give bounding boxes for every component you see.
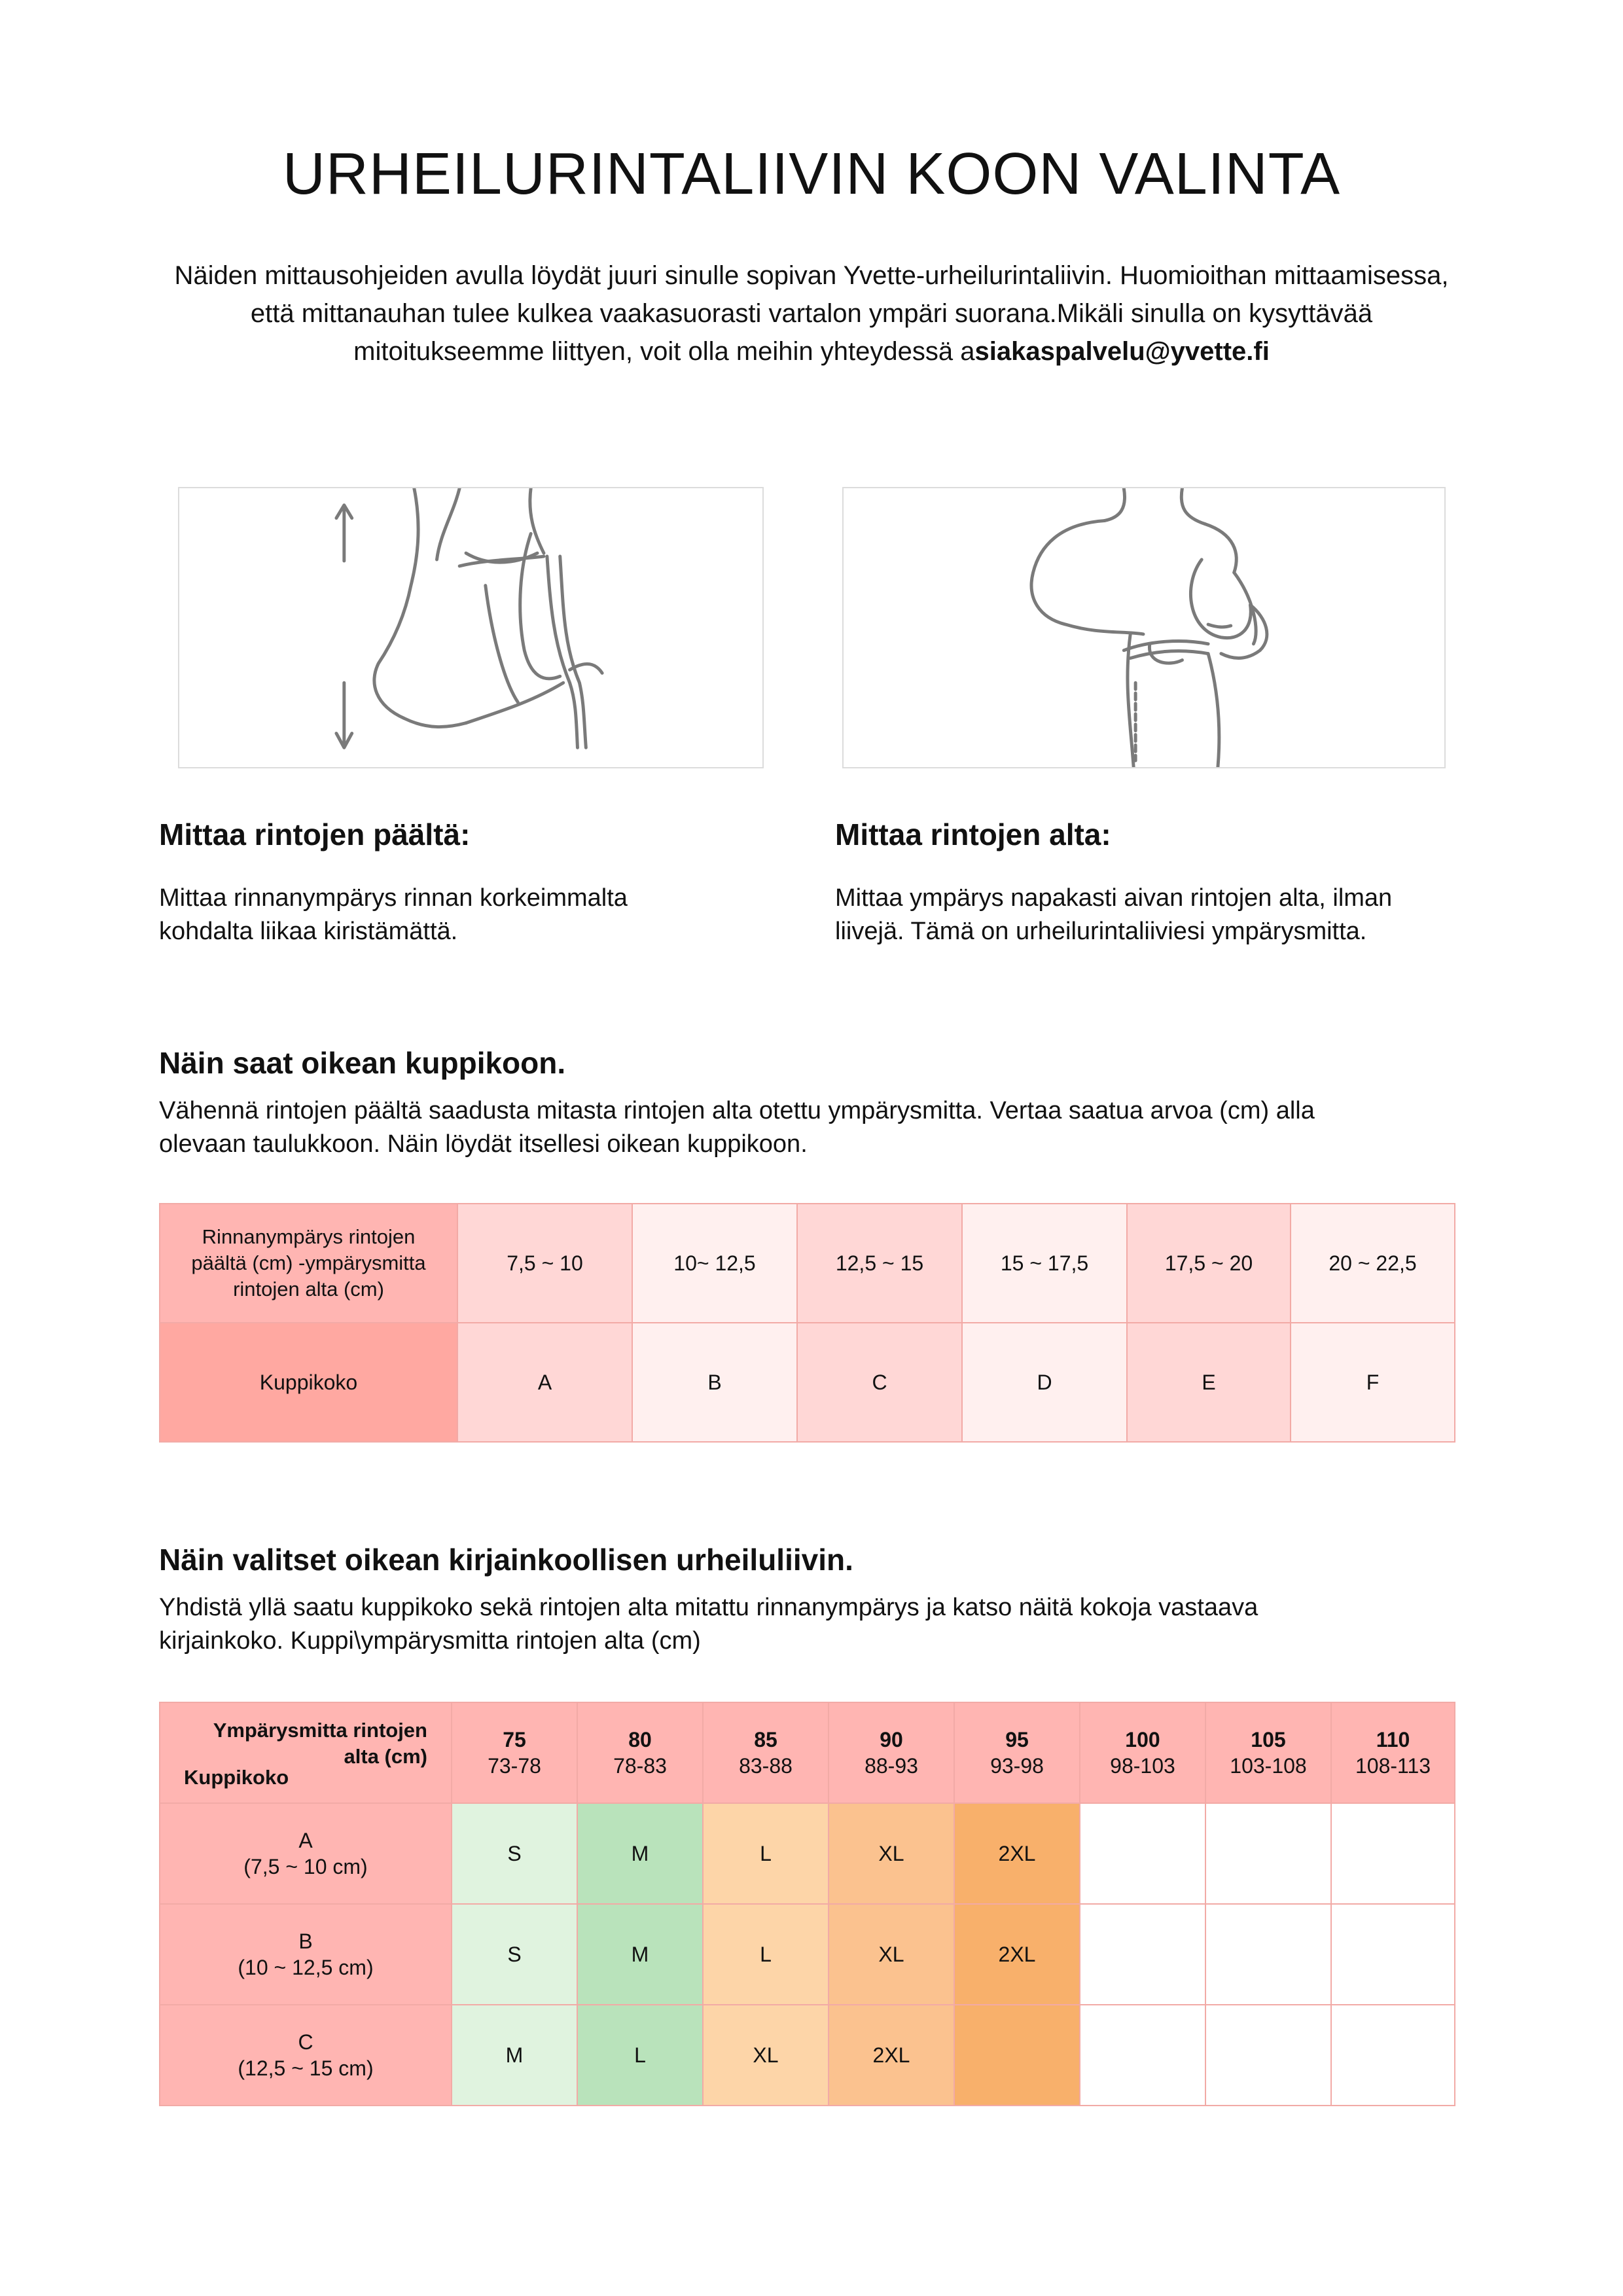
cup-range-cell: 10~ 12,5 [632,1204,797,1323]
corner-band-label [213,1717,427,1770]
band-size: 110 [1376,1728,1410,1751]
size-cell: XL [703,2005,829,2106]
measure-under-line: Mittaa ympärys napakasti aivan rintojen alta, ilman [835,884,1393,912]
cup-row-range: (12,5 ~ 15 cm) [238,2056,374,2080]
intro-line-prefix: mitoitukseemme liittyen, voit olla meihin yhteydessä a [353,337,975,366]
measure-under-line: liivejä. Tämä on urheilurintaliiviesi ympärysmitta. [835,918,1367,945]
size-section-line: Yhdistä yllä saatu kuppikoko sekä rintojen alta mitattu rinnanympärys ja katso näitä kokoja vastaava [159,1594,1258,1621]
cup-table-row-header: Kuppikoko [160,1323,457,1442]
cup-table-row-header [160,1204,457,1323]
band-column-header [452,1702,577,1803]
table-row [160,1803,1455,1904]
size-cell [1205,1803,1331,1904]
size-cell [1331,1904,1455,2005]
letter-size-table [159,1702,1455,2106]
intro-text [131,257,1492,370]
cup-table-row-header-line: päältä (cm) -ympärysmitta [191,1251,426,1274]
band-column-header [1205,1702,1331,1803]
band-range: 73-78 [488,1754,541,1778]
cup-section-line: olevaan taulukkoon. Näin löydät itsellesi oikean kuppikoon. [159,1130,808,1158]
size-cell: 2XL [954,1803,1080,1904]
cup-row-letter: A [298,1829,313,1852]
cup-row-header [160,1803,452,1904]
cup-row-range: (7,5 ~ 10 cm) [243,1855,368,1878]
size-cell [954,2005,1080,2106]
band-column-header [577,1702,703,1803]
measure-over-heading: Mittaa rintojen päältä: [159,817,471,852]
size-cell [1205,1904,1331,2005]
measure-bust-illustration-icon [179,488,762,767]
measure-under-text [835,882,1489,948]
band-range: 98-103 [1110,1754,1175,1778]
corner-band-label-line: Ympärysmitta rintojen [213,1719,427,1742]
table-row [160,1904,1455,2005]
table-row [160,2005,1455,2106]
size-section-heading: Näin valitset oikean kirjainkoollisen urheiluliivin. [159,1543,853,1577]
band-range: 108-113 [1355,1754,1431,1778]
size-cell [1080,1803,1205,1904]
band-size: 90 [880,1728,903,1751]
size-cell: L [703,1904,829,2005]
size-section-line: kirjainkoko. Kuppi\ympärysmitta rintojen alta (cm) [159,1627,701,1655]
cup-section-heading: Näin saat oikean kuppikoon. [159,1046,566,1080]
cup-row-range: (10 ~ 12,5 cm) [238,1956,374,1979]
band-size: 95 [1005,1728,1029,1751]
measure-underbust-illustration-icon [844,488,1444,767]
support-email: siakaspalvelu@yvette.fi [974,337,1270,366]
band-range: 83-88 [739,1754,793,1778]
intro-line [131,332,1492,370]
size-cell: L [703,1803,829,1904]
size-cell: M [452,2005,577,2106]
band-size: 105 [1251,1728,1286,1751]
band-range: 78-83 [613,1754,667,1778]
cup-letter-cell: C [797,1323,962,1442]
cup-section-text [159,1094,1468,1161]
size-section-text [159,1591,1468,1658]
size-cell [1331,1803,1455,1904]
cup-range-cell: 17,5 ~ 20 [1127,1204,1291,1323]
corner-band-label-line: alta (cm) [344,1745,427,1768]
table-row [160,1323,1455,1442]
measure-underbust-illustration-icon [842,487,1446,768]
cup-letter-cell: A [457,1323,632,1442]
cup-range-cell: 12,5 ~ 15 [797,1204,962,1323]
size-cell: XL [829,1803,954,1904]
measure-over-text [159,882,813,948]
size-cell [1080,1904,1205,2005]
band-range: 93-98 [990,1754,1044,1778]
measure-bust-illustration-icon [178,487,764,768]
size-cell [1331,2005,1455,2106]
cup-range-cell: 7,5 ~ 10 [457,1204,632,1323]
band-size: 75 [503,1728,526,1751]
band-column-header [829,1702,954,1803]
size-cell: S [452,1803,577,1904]
intro-line: että mittanauhan tulee kulkea vaakasuorasti vartalon ympäri suorana.Mikäli sinulla on kysyttävää [250,299,1373,328]
cup-row-letter: C [298,2030,313,2054]
band-column-header [1080,1702,1205,1803]
band-size: 100 [1125,1728,1160,1751]
size-cell: 2XL [954,1904,1080,2005]
cup-size-table [159,1203,1455,1443]
measure-over-line: kohdalta liikaa kiristämättä. [159,918,458,945]
cup-table-row-header-line: Rinnanympärys rintojen [202,1225,416,1248]
cup-range-cell: 15 ~ 17,5 [962,1204,1127,1323]
band-range: 103-108 [1230,1754,1307,1778]
cup-row-letter: B [298,1929,313,1953]
size-cell: M [577,1904,703,2005]
intro-line: Näiden mittausohjeiden avulla löydät juuri sinulle sopivan Yvette-urheilurintaliivin. Huomioithan mittaamisessa, [174,261,1449,290]
cup-letter-cell: D [962,1323,1127,1442]
cup-table-row-header-line: rintojen alta (cm) [233,1278,384,1300]
measure-under-heading: Mittaa rintojen alta: [835,817,1111,852]
band-size: 80 [628,1728,652,1751]
band-range: 88-93 [865,1754,918,1778]
table-row [160,1702,1455,1803]
cup-row-header [160,2005,452,2106]
cup-row-header [160,1904,452,2005]
size-cell: XL [829,1904,954,2005]
cup-letter-cell: B [632,1323,797,1442]
size-cell [1205,2005,1331,2106]
size-cell: S [452,1904,577,2005]
size-cell: 2XL [829,2005,954,2106]
size-cell: M [577,1803,703,1904]
cup-range-cell: 20 ~ 22,5 [1291,1204,1455,1323]
cup-letter-cell: F [1291,1323,1455,1442]
page-title: URHEILURINTALIIVIN KOON VALINTA [282,141,1341,207]
cup-section-line: Vähennä rintojen päältä saadusta mitasta rintojen alta otettu ympärysmitta. Vertaa saatua arvoa (cm) alla [159,1097,1315,1124]
band-column-header [1331,1702,1455,1803]
measure-over-line: Mittaa rinnanympärys rinnan korkeimmalta [159,884,628,912]
band-column-header [954,1702,1080,1803]
band-column-header [703,1702,829,1803]
table-row [160,1204,1455,1323]
size-cell [1080,2005,1205,2106]
size-table-corner-header [160,1702,452,1803]
cup-letter-cell: E [1127,1323,1291,1442]
corner-cup-label: Kuppikoko [184,1766,289,1789]
size-cell: L [577,2005,703,2106]
band-size: 85 [754,1728,777,1751]
